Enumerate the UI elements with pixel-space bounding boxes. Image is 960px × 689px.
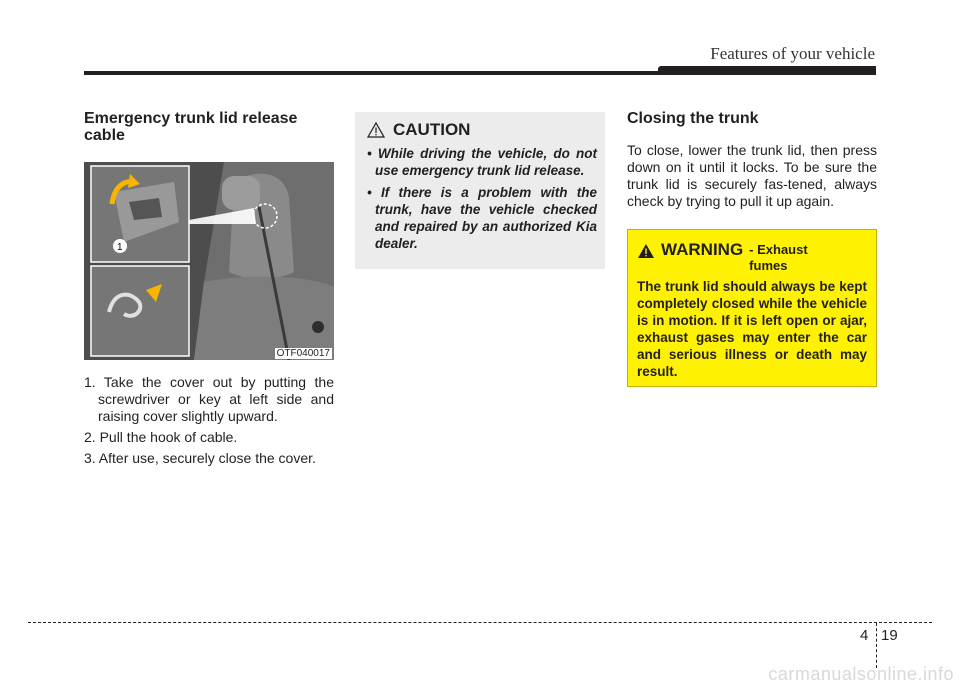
section-title-release-cable: Emergency trunk lid release cable [84,110,298,144]
warning-box [627,229,877,387]
watermark: carmanualsonline.info [768,664,954,684]
step-item: 3. After use, securely close the cover. [84,450,316,466]
caution-heading: CAUTION [393,120,471,139]
rear-seat-illustration [84,162,334,360]
header-rule-accent [658,66,876,75]
warning-heading: WARNING [661,240,744,259]
closing-trunk-body: To close, lower the trunk lid, then press down on it until it locks. To be sure the trunk lid is securely fas-tened, always check by trying to pull it up again. [627,142,877,209]
warning-body: The trunk lid should always be kept completely closed while the vehicle is in motion. If it is left open or ajar, exhaust gases may enter the car and serious illness or death may result. [637,279,867,379]
callout-number: 1 [117,242,123,253]
right-column [627,110,877,210]
caution-header [367,120,597,140]
warning-header [637,240,867,274]
caution-box [355,112,605,269]
step-item: 2. Pull the hook of cable. [84,429,238,445]
left-column [84,110,334,471]
release-steps-list [84,374,334,467]
caution-item: • While driving the vehicle, do not use emergency trunk lid release. [367,146,598,178]
trunk-release-figure [84,162,334,360]
warning-triangle-icon [367,122,385,138]
section-title-closing-trunk: Closing the trunk [627,110,759,127]
page-number: 19 [881,627,898,644]
warning-triangle-icon [637,243,655,259]
step-item: 1. Take the cover out by putting the screwdriver or key at left side and raising cover slightly upward. [84,374,334,424]
caution-list [367,145,597,252]
warning-subheading: - Exhaust fumes [749,242,808,273]
caution-item: • If there is a problem with the trunk, have the vehicle checked and repaired by an authorized Kia dealer. [367,185,597,251]
page-number-divider [876,623,877,668]
running-header: Features of your vehicle [710,44,875,63]
footer-rule [28,622,932,623]
section-number: 4 [860,627,869,644]
figure-code: OTF040017 [276,348,330,359]
